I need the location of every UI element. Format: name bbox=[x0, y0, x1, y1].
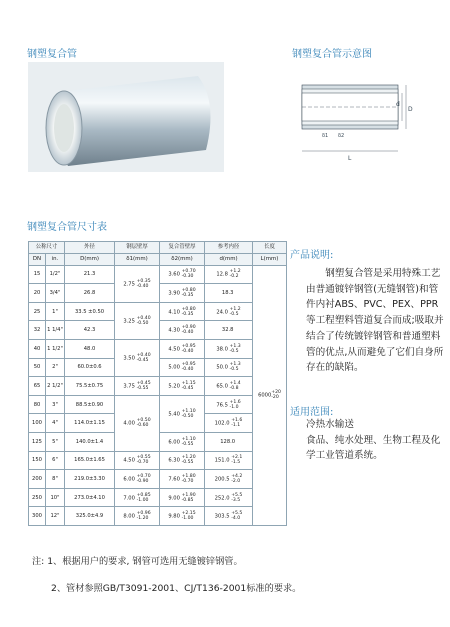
schematic-d1-label: δ1 bbox=[322, 133, 329, 139]
cell-od: 88.5±0.90 bbox=[65, 395, 115, 414]
table-header-row bbox=[29, 242, 287, 254]
cell-od: 114.0±1.15 bbox=[65, 414, 115, 433]
cell-od: 140.0±1.4 bbox=[65, 433, 115, 452]
cell-ref-id: 128.0 bbox=[205, 433, 253, 452]
cell-ref-id: 38.0 +1.3 -0.5 bbox=[205, 340, 253, 359]
cell-composite: 5.00 +0.95 -0.40 bbox=[160, 358, 205, 377]
cell-od: 48.0 bbox=[65, 340, 115, 359]
cell-in: 4" bbox=[46, 414, 65, 433]
cell-dn: 125 bbox=[29, 433, 46, 452]
cell-composite: 4.10 +0.80 -0.35 bbox=[160, 302, 205, 321]
cell-composite: 5.40 +1.10 -0.50 bbox=[160, 395, 205, 432]
cell-dn: 80 bbox=[29, 395, 46, 414]
cell-in: 1 1/2" bbox=[46, 340, 65, 359]
th-d2: δ2(mm) bbox=[160, 253, 205, 265]
cell-dn: 250 bbox=[29, 488, 46, 507]
th-composite: 复合管壁厚 bbox=[160, 242, 205, 254]
cell-steel: 3.75 +0.45 -0.55 bbox=[115, 377, 160, 396]
table-row bbox=[29, 377, 287, 396]
cell-steel: 4.50 +0.55 -0.70 bbox=[115, 451, 160, 470]
table-row bbox=[29, 265, 287, 284]
cell-composite: 5.20 +1.15 -0.45 bbox=[160, 377, 205, 396]
cell-od: 21.3 bbox=[65, 265, 115, 284]
cell-dn: 32 bbox=[29, 321, 46, 340]
cell-od: 75.5±0.75 bbox=[65, 377, 115, 396]
th-L: L(mm) bbox=[253, 253, 287, 265]
table-row bbox=[29, 340, 287, 359]
cell-composite: 7.60 +1.80 -0.70 bbox=[160, 470, 205, 489]
cell-steel: 2.75 +0.35 -0.40 bbox=[115, 265, 160, 302]
cell-od: 325.0±4.9 bbox=[65, 507, 115, 526]
cell-composite: 6.00 +1.10 -0.55 bbox=[160, 433, 205, 452]
cell-ref-id: 32.8 bbox=[205, 321, 253, 340]
cell-ref-id: 50.0 +1.3 -0.5 bbox=[205, 358, 253, 377]
cell-ref-id: 252.0 +5.5 -3.5 bbox=[205, 488, 253, 507]
cell-in: 3/4" bbox=[46, 284, 65, 303]
th-d1: δ1(mm) bbox=[115, 253, 160, 265]
th-in: in. bbox=[46, 253, 65, 265]
cell-od: 165.0±1.65 bbox=[65, 451, 115, 470]
cell-composite: 4.50 +0.95 -0.40 bbox=[160, 340, 205, 359]
cell-od: 60.0±0.6 bbox=[65, 358, 115, 377]
cell-dn: 200 bbox=[29, 470, 46, 489]
cell-in: 1 1/4" bbox=[46, 321, 65, 340]
schematic-title: 钢塑复合管示意图 bbox=[292, 49, 372, 60]
cell-od: 219.0±3.30 bbox=[65, 470, 115, 489]
th-D: D(mm) bbox=[65, 253, 115, 265]
cell-ref-id: 200.5 +4.2 -2.0 bbox=[205, 470, 253, 489]
cell-dn: 40 bbox=[29, 340, 46, 359]
th-length: 长度 bbox=[253, 242, 287, 254]
cell-steel: 4.00 +0.50 -0.60 bbox=[115, 395, 160, 451]
cell-in: 2" bbox=[46, 358, 65, 377]
schematic-D-label: D bbox=[408, 106, 413, 113]
cell-ref-id: 18.3 bbox=[205, 284, 253, 303]
th-steel: 钢层壁厚 bbox=[115, 242, 160, 254]
pipe-schematic bbox=[292, 65, 432, 170]
th-ref-id: 参考内径 bbox=[205, 242, 253, 254]
pipe-photo bbox=[28, 62, 224, 172]
th-dn: DN bbox=[29, 253, 46, 265]
th-dmm: d(mm) bbox=[205, 253, 253, 265]
cell-in: 5" bbox=[46, 433, 65, 452]
cell-composite: 3.60 +0.70 -0.30 bbox=[160, 265, 205, 284]
th-nominal: 公称尺寸 bbox=[29, 242, 65, 254]
cell-steel: 3.25 +0.40 -0.50 bbox=[115, 302, 160, 339]
cell-dn: 25 bbox=[29, 302, 46, 321]
cell-in: 3" bbox=[46, 395, 65, 414]
cell-dn: 15 bbox=[29, 265, 46, 284]
cell-ref-id: 65.0 +1.4 -0.8 bbox=[205, 377, 253, 396]
cell-composite: 9.80 +2.15 -1.00 bbox=[160, 507, 205, 526]
dimension-table bbox=[28, 241, 287, 526]
cell-in: 10" bbox=[46, 488, 65, 507]
note-1: 注: 1、根据用户的要求, 钢管可选用无缝镀锌钢管。 bbox=[32, 556, 243, 567]
product-description: 钢塑复合管是采用特殊工艺由普通镀锌钢管(无缝钢管)和管件内衬ABS、PVC、PEX、PPR等工程塑料管道复合而成;吸取并结合了传统镀锌钢管和普通塑料管的优点,从而避免了它们自身所存在的缺陷。 bbox=[306, 268, 444, 374]
cell-od: 26.8 bbox=[65, 284, 115, 303]
cell-in: 12" bbox=[46, 507, 65, 526]
cell-ref-id: 151.0 +2.1 -1.5 bbox=[205, 451, 253, 470]
cell-in: 1" bbox=[46, 302, 65, 321]
cell-od: 42.3 bbox=[65, 321, 115, 340]
cell-composite: 9.00 +1.90 -0.85 bbox=[160, 488, 205, 507]
cell-ref-id: 102.0 +1.6 -1.1 bbox=[205, 414, 253, 433]
cell-steel: 3.50 +0.40 -0.45 bbox=[115, 340, 160, 377]
table-row bbox=[29, 451, 287, 470]
cell-od: 33.5 ±0.50 bbox=[65, 302, 115, 321]
cell-dn: 20 bbox=[29, 284, 46, 303]
cell-dn: 65 bbox=[29, 377, 46, 396]
schematic-d2-label: δ2 bbox=[338, 133, 345, 139]
cell-od: 273.0±4.10 bbox=[65, 488, 115, 507]
cell-ref-id: 12.8 +1.2 -0.2 bbox=[205, 265, 253, 284]
th-od: 外径 bbox=[65, 242, 115, 254]
table-row bbox=[29, 488, 287, 507]
cell-dn: 100 bbox=[29, 414, 46, 433]
cell-length: 6000+20 -20 bbox=[253, 265, 287, 525]
schematic-d-label: d bbox=[396, 101, 400, 108]
scope-title: 适用范围: bbox=[290, 407, 334, 418]
note-2: 2、管材参照GB/T3091-2001、CJ/T136-2001标准的要求。 bbox=[51, 583, 302, 594]
cell-dn: 300 bbox=[29, 507, 46, 526]
table-title: 钢塑复合管尺寸表 bbox=[27, 222, 107, 233]
cell-in: 2 1/2" bbox=[46, 377, 65, 396]
cell-in: 6" bbox=[46, 451, 65, 470]
cell-steel: 7.00 +0.85 -1.00 bbox=[115, 488, 160, 507]
cell-composite: 6.30 +1.20 -0.55 bbox=[160, 451, 205, 470]
table-row bbox=[29, 395, 287, 414]
cell-in: 1/2" bbox=[46, 265, 65, 284]
table-row bbox=[29, 470, 287, 489]
schematic-L-label: L bbox=[348, 155, 352, 162]
cell-ref-id: 24.0 +1.2 -0.5 bbox=[205, 302, 253, 321]
cell-composite: 3.90 +0.80 -0.35 bbox=[160, 284, 205, 303]
cell-ref-id: 303.5 +5.5 -4.0 bbox=[205, 507, 253, 526]
cell-steel: 8.00 +0.96 -1.20 bbox=[115, 507, 160, 526]
product-title: 产品说明: bbox=[290, 250, 334, 261]
cell-dn: 150 bbox=[29, 451, 46, 470]
cell-dn: 50 bbox=[29, 358, 46, 377]
photo-title: 钢塑复合管 bbox=[27, 49, 77, 60]
scope-description: 冷热水输送 食品、纯水处理、生物工程及化学工业管道系统。 bbox=[306, 419, 441, 462]
cell-steel: 6.00 +0.70 -0.90 bbox=[115, 470, 160, 489]
cell-ref-id: 76.5 +1.6 -1.0 bbox=[205, 395, 253, 414]
cell-in: 8" bbox=[46, 470, 65, 489]
table-row bbox=[29, 302, 287, 321]
table-subheader-row bbox=[29, 253, 287, 265]
cell-composite: 4.30 +0.90 -0.40 bbox=[160, 321, 205, 340]
table-row bbox=[29, 507, 287, 526]
